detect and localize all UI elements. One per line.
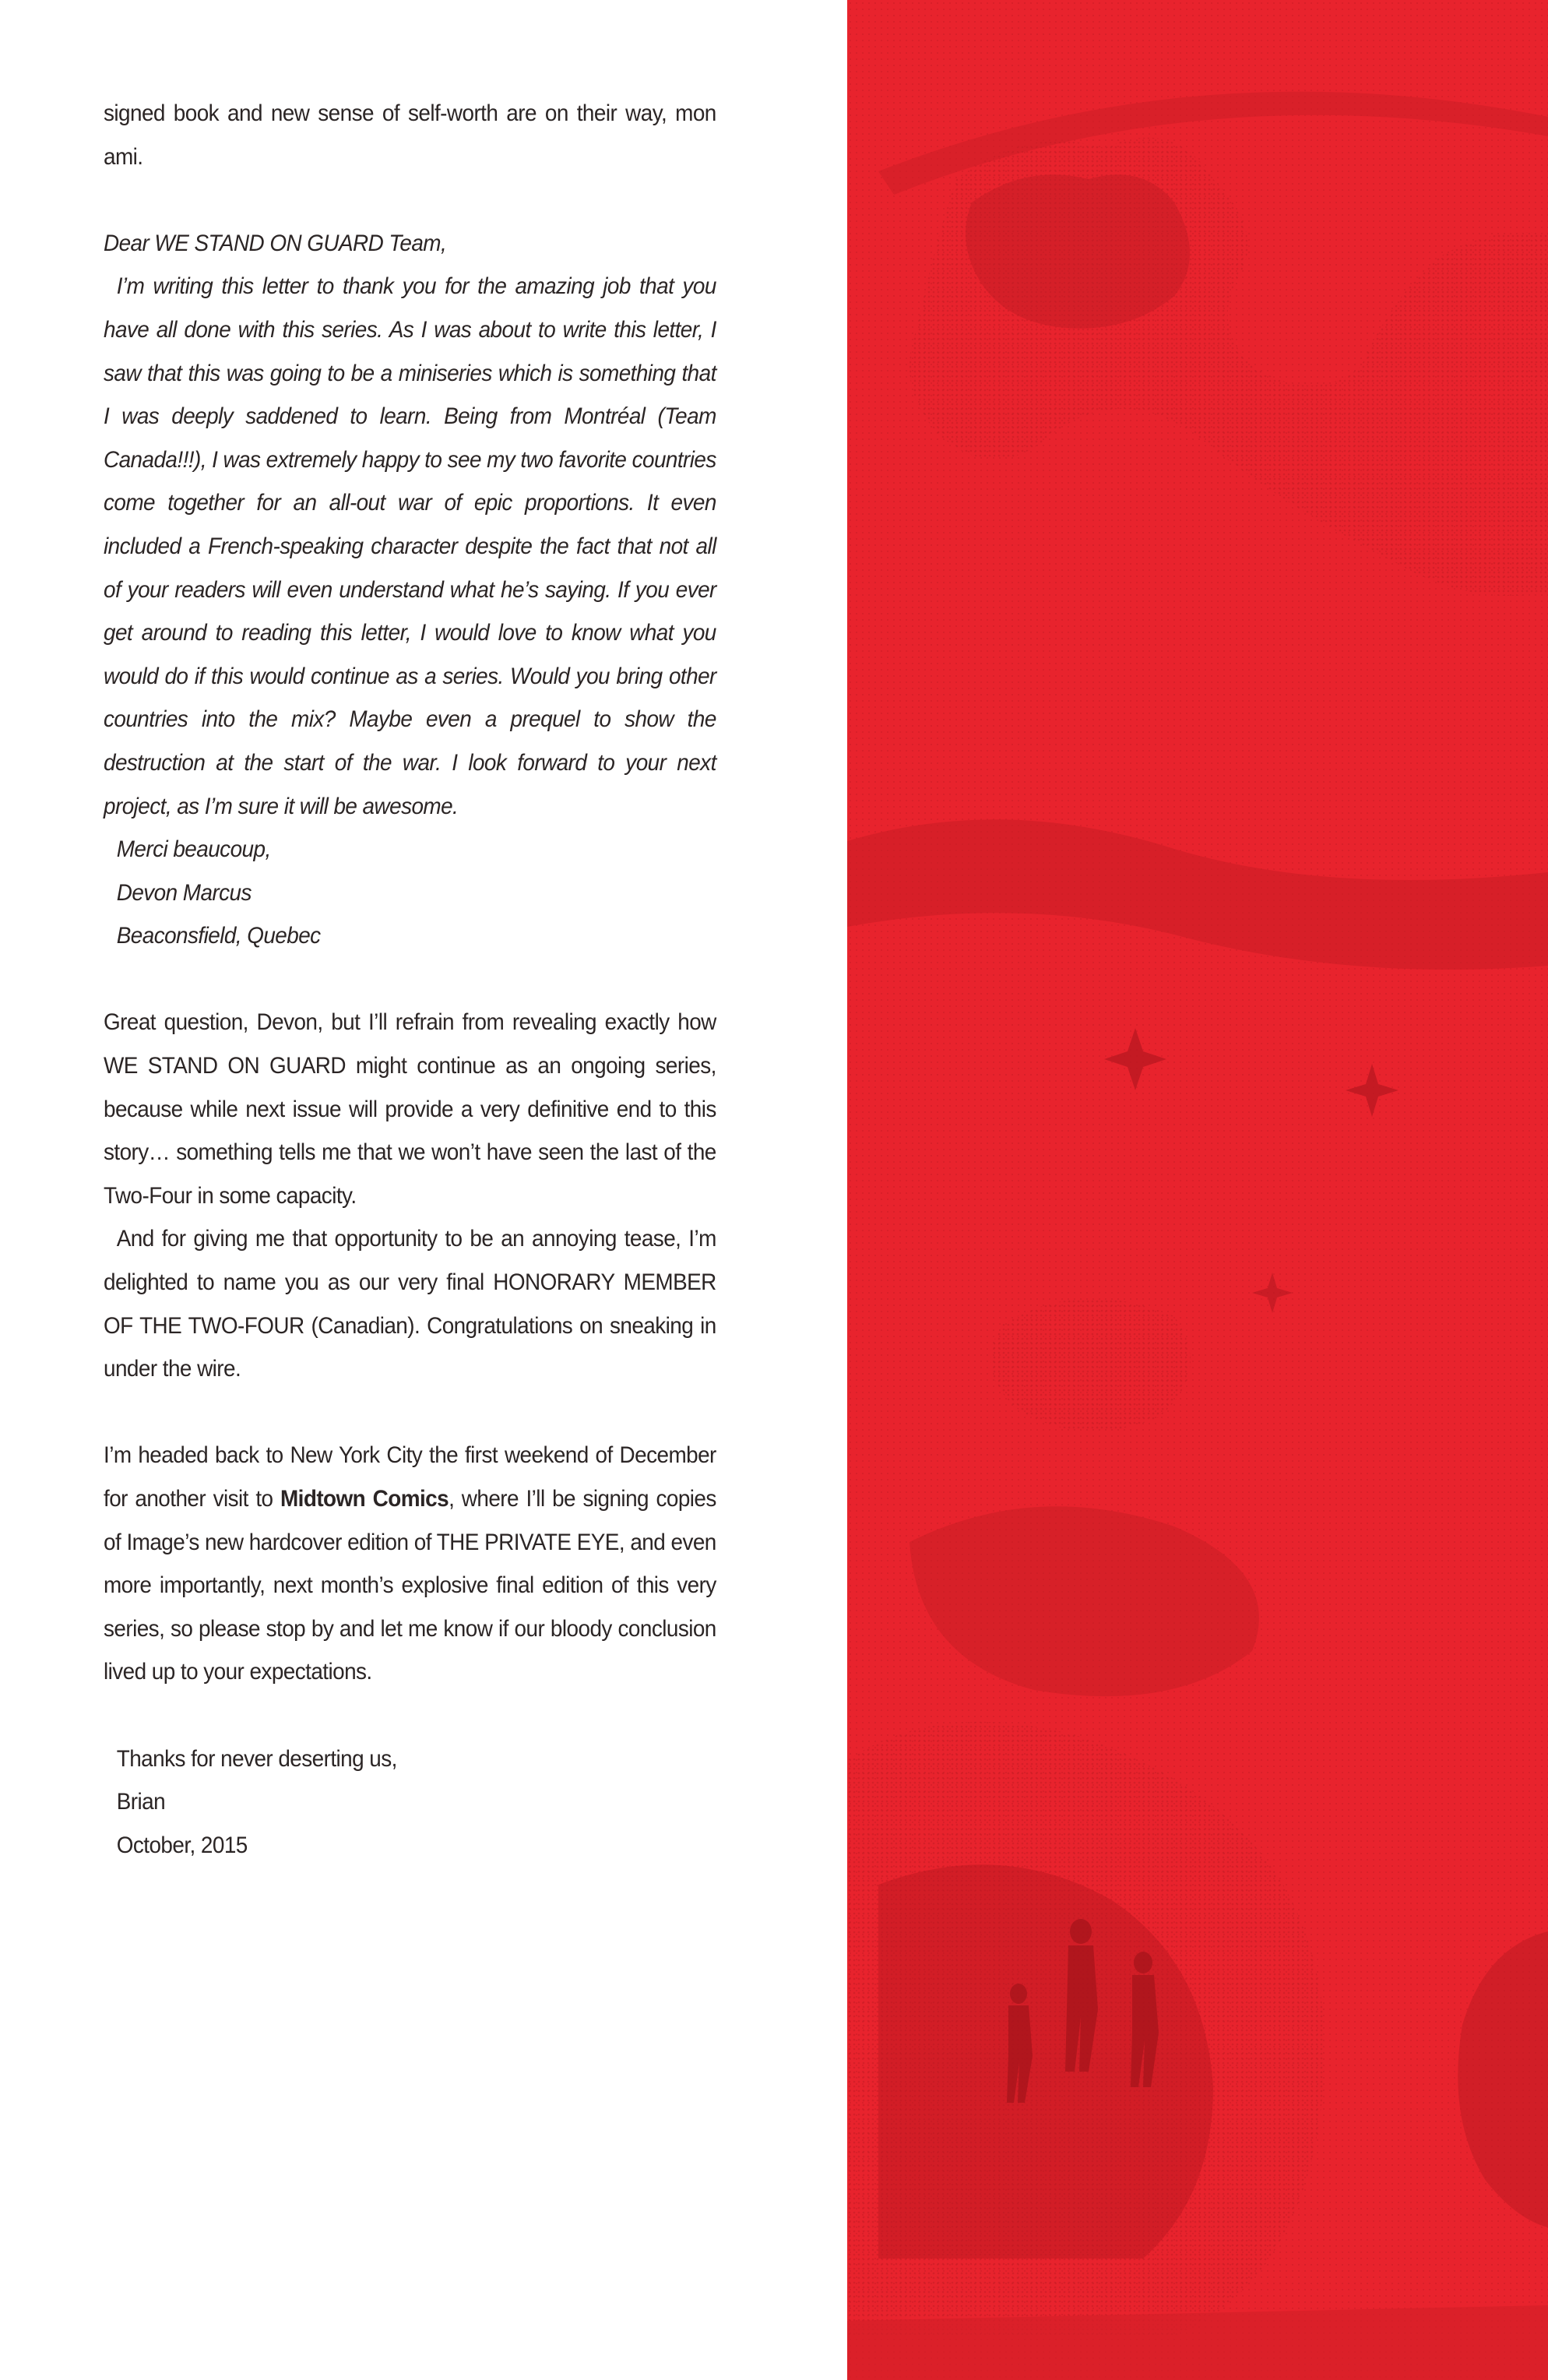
signing-text-before: I’m headed back to New York City the first weekend of December for another visit to [104, 1442, 716, 1512]
signoff-date: October, 2015 [116, 1832, 248, 1858]
signing-text-after: , where I’ll be signing copies of Image’s new hardcover edition of THE PRIVATE EYE, and even more importantly, next month’s explosive final edition of this very series, so please stop by and let me know if our bloody conclusion lived up to your expectations. [104, 1486, 716, 1685]
signoff-line: Thanks for never deserting us, [116, 1745, 397, 1772]
letter-salutation: Dear WE STAND ON GUARD Team, [104, 230, 447, 256]
letter-closing: Merci beaucoup, [116, 836, 271, 863]
signoff-name: Brian [116, 1789, 166, 1815]
paragraph-gap [104, 178, 716, 222]
paragraph-gap [104, 1694, 716, 1737]
letter-body: I’m writing this letter to thank you for the amazing job that you have all done with this series. As I was about to write this letter, I saw that this was going to be a miniseries which is something that I was deeply saddened to learn. Being from Montréal (Team Canada!!!), I was extremely happy to see my two favorite countries come together for an all-out war of epic proportions. It even included a French-speaking character despite the fact that not all of your readers will even understand what he’s saying. If you ever get around to reading this letter, I would love to know what you would do if this would continue as a series. Would you bring other countries into the mix? Maybe even a prequel to show the destruction at the start of the war. I look forward to your next project, as I’m sure it will be awesome. [104, 273, 716, 819]
letters-column [104, 92, 716, 1867]
red-halftone-artwork [847, 0, 1548, 2380]
response-paragraph-2: And for giving me that opportunity to be an annoying tease, I’m delighted to name you as our very final HONORARY MEMBER OF THE TWO-FOUR (Canadian). Congratulations on sneaking in under the wire. [104, 1226, 716, 1382]
previous-reply-ending: signed book and new sense of self-worth are on their way, mon ami. [104, 100, 716, 170]
paragraph-gap [104, 1391, 716, 1435]
store-name: Midtown Comics [280, 1486, 449, 1512]
letter-author-name: Devon Marcus [116, 879, 252, 906]
letter-author-location: Beaconsfield, Quebec [116, 923, 321, 949]
red-illustration-panel [847, 0, 1548, 2380]
paragraph-gap [104, 958, 716, 1002]
response-paragraph-1: Great question, Devon, but I’ll refrain from revealing exactly how WE STAND ON GUARD might continue as an ongoing series, because while next issue will provide a very definitive end to this story… something tells me that we won’t have seen the last of the Two-Four in some capacity. [104, 1009, 716, 1209]
signing-announcement [104, 1434, 716, 1694]
